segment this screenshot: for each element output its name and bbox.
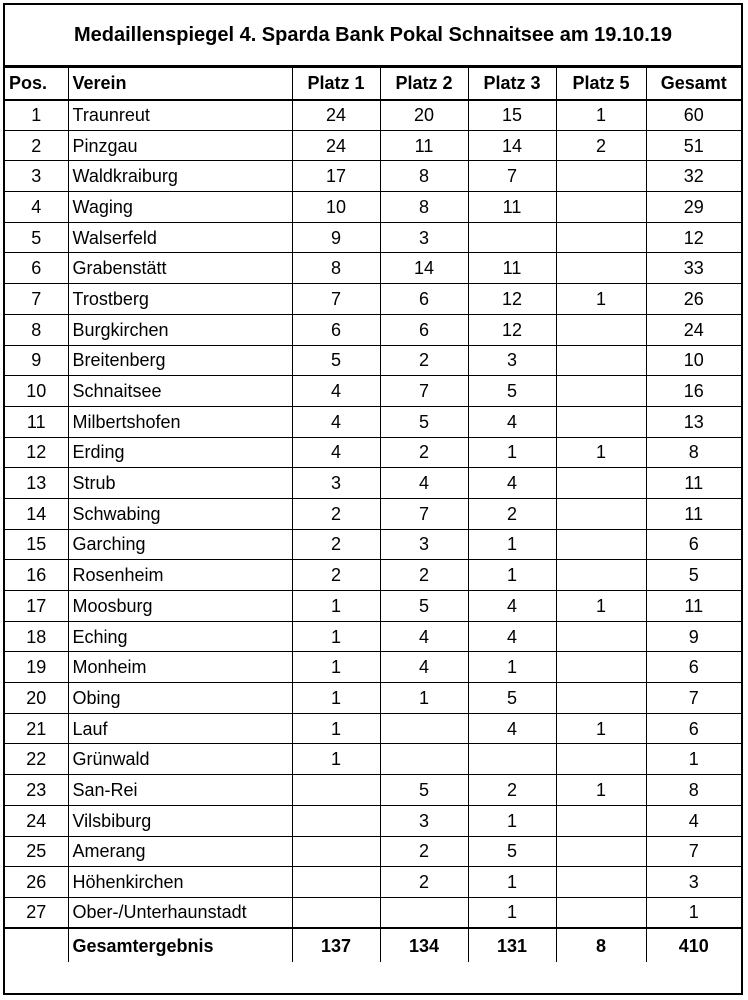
cell-platz-1: 1: [292, 591, 380, 622]
cell-platz-1: 4: [292, 437, 380, 468]
table-row: [5, 836, 741, 867]
table-row: [5, 376, 741, 407]
cell-platz-5: [556, 314, 646, 345]
cell-platz-1: 6: [292, 314, 380, 345]
cell-verein: Amerang: [68, 836, 292, 867]
cell-pos: 3: [5, 161, 68, 192]
cell-verein: Ober-/Unterhaunstadt: [68, 897, 292, 928]
cell-gesamt: 8: [646, 437, 741, 468]
cell-platz-3: 1: [468, 805, 556, 836]
cell-gesamt: 6: [646, 713, 741, 744]
cell-platz-2: 8: [380, 161, 468, 192]
cell-platz-2: [380, 713, 468, 744]
total-label: Gesamtergebnis: [68, 928, 292, 962]
cell-platz-5: [556, 498, 646, 529]
cell-gesamt: 7: [646, 836, 741, 867]
cell-platz-1: [292, 775, 380, 806]
table-row: [5, 867, 741, 898]
cell-platz-2: 6: [380, 284, 468, 315]
cell-platz-2: 8: [380, 192, 468, 223]
cell-pos: 22: [5, 744, 68, 775]
cell-platz-1: 17: [292, 161, 380, 192]
cell-platz-1: 10: [292, 192, 380, 223]
cell-platz-5: 1: [556, 284, 646, 315]
cell-platz-5: [556, 345, 646, 376]
cell-platz-2: 20: [380, 100, 468, 131]
cell-gesamt: 1: [646, 897, 741, 928]
cell-platz-2: 3: [380, 805, 468, 836]
cell-platz-5: [556, 529, 646, 560]
cell-platz-1: 1: [292, 652, 380, 683]
cell-platz-3: 1: [468, 560, 556, 591]
table-row: [5, 192, 741, 223]
cell-platz-2: 2: [380, 437, 468, 468]
cell-verein: Schwabing: [68, 498, 292, 529]
cell-platz-2: 4: [380, 652, 468, 683]
cell-pos: 24: [5, 805, 68, 836]
cell-platz-3: 11: [468, 192, 556, 223]
total-platz-1: 137: [292, 928, 380, 962]
cell-platz-1: 2: [292, 529, 380, 560]
cell-pos: 18: [5, 621, 68, 652]
cell-platz-3: 1: [468, 437, 556, 468]
cell-platz-2: 4: [380, 621, 468, 652]
cell-verein: Strub: [68, 468, 292, 499]
column-header-verein: Verein: [68, 68, 292, 100]
cell-pos: 19: [5, 652, 68, 683]
table-row: [5, 284, 741, 315]
cell-platz-3: [468, 222, 556, 253]
cell-platz-5: 2: [556, 130, 646, 161]
cell-pos: 14: [5, 498, 68, 529]
page-title: Medaillenspiegel 4. Sparda Bank Pokal Schnaitsee am 19.10.19: [5, 5, 741, 67]
table-row: [5, 437, 741, 468]
cell-platz-1: 24: [292, 130, 380, 161]
cell-gesamt: 13: [646, 406, 741, 437]
cell-platz-5: [556, 836, 646, 867]
cell-platz-1: 7: [292, 284, 380, 315]
table-row: [5, 529, 741, 560]
cell-platz-3: 11: [468, 253, 556, 284]
cell-platz-1: 4: [292, 376, 380, 407]
cell-gesamt: 9: [646, 621, 741, 652]
cell-platz-3: 3: [468, 345, 556, 376]
cell-gesamt: 29: [646, 192, 741, 223]
cell-platz-3: 2: [468, 775, 556, 806]
cell-gesamt: 4: [646, 805, 741, 836]
cell-platz-1: 2: [292, 560, 380, 591]
cell-platz-5: [556, 406, 646, 437]
cell-verein: Höhenkirchen: [68, 867, 292, 898]
cell-platz-3: 4: [468, 468, 556, 499]
cell-platz-3: 4: [468, 713, 556, 744]
cell-platz-1: [292, 805, 380, 836]
total-platz-2: 134: [380, 928, 468, 962]
total-platz-5: 8: [556, 928, 646, 962]
cell-platz-5: 1: [556, 775, 646, 806]
column-header-platz-1: Platz 1: [292, 68, 380, 100]
cell-platz-2: 5: [380, 591, 468, 622]
table-row: [5, 560, 741, 591]
total-gesamt: 410: [646, 928, 741, 962]
table-row: [5, 775, 741, 806]
cell-verein: Grünwald: [68, 744, 292, 775]
table-row: [5, 345, 741, 376]
cell-platz-5: [556, 222, 646, 253]
cell-platz-5: [556, 897, 646, 928]
cell-platz-5: [556, 867, 646, 898]
cell-verein: Walserfeld: [68, 222, 292, 253]
cell-verein: Lauf: [68, 713, 292, 744]
cell-verein: Waging: [68, 192, 292, 223]
cell-verein: Moosburg: [68, 591, 292, 622]
cell-platz-3: 5: [468, 683, 556, 714]
cell-gesamt: 51: [646, 130, 741, 161]
cell-gesamt: 11: [646, 468, 741, 499]
table-row: [5, 744, 741, 775]
cell-platz-1: [292, 897, 380, 928]
cell-platz-3: [468, 744, 556, 775]
cell-gesamt: 24: [646, 314, 741, 345]
table-row: [5, 498, 741, 529]
cell-verein: Vilsbiburg: [68, 805, 292, 836]
cell-gesamt: 10: [646, 345, 741, 376]
table-row: [5, 130, 741, 161]
table-row: [5, 652, 741, 683]
cell-platz-5: [556, 683, 646, 714]
cell-platz-2: 6: [380, 314, 468, 345]
cell-platz-2: 7: [380, 376, 468, 407]
cell-platz-2: 7: [380, 498, 468, 529]
cell-platz-1: 3: [292, 468, 380, 499]
cell-pos: 15: [5, 529, 68, 560]
cell-gesamt: 6: [646, 652, 741, 683]
cell-platz-1: 4: [292, 406, 380, 437]
cell-platz-1: 1: [292, 683, 380, 714]
cell-platz-2: 4: [380, 468, 468, 499]
cell-platz-5: [556, 253, 646, 284]
cell-pos: 16: [5, 560, 68, 591]
total-row: [5, 928, 741, 962]
cell-platz-1: [292, 867, 380, 898]
cell-platz-5: 1: [556, 437, 646, 468]
cell-platz-2: 2: [380, 345, 468, 376]
table-row: [5, 253, 741, 284]
cell-verein: Breitenberg: [68, 345, 292, 376]
cell-verein: Waldkraiburg: [68, 161, 292, 192]
cell-verein: Obing: [68, 683, 292, 714]
column-header-platz-5: Platz 5: [556, 68, 646, 100]
cell-gesamt: 26: [646, 284, 741, 315]
table-row: [5, 713, 741, 744]
cell-verein: Erding: [68, 437, 292, 468]
cell-gesamt: 1: [646, 744, 741, 775]
column-header-platz-2: Platz 2: [380, 68, 468, 100]
cell-pos: 27: [5, 897, 68, 928]
cell-verein: Schnaitsee: [68, 376, 292, 407]
cell-platz-5: 1: [556, 591, 646, 622]
cell-platz-3: 4: [468, 406, 556, 437]
cell-pos: 6: [5, 253, 68, 284]
cell-pos: 7: [5, 284, 68, 315]
cell-verein: Milbertshofen: [68, 406, 292, 437]
cell-platz-1: [292, 836, 380, 867]
cell-verein: Garching: [68, 529, 292, 560]
cell-pos: 17: [5, 591, 68, 622]
cell-platz-3: 12: [468, 314, 556, 345]
cell-platz-5: [556, 652, 646, 683]
cell-platz-2: 2: [380, 560, 468, 591]
cell-platz-5: [556, 376, 646, 407]
cell-pos: 2: [5, 130, 68, 161]
column-header-platz-3: Platz 3: [468, 68, 556, 100]
cell-verein: Traunreut: [68, 100, 292, 131]
cell-gesamt: 7: [646, 683, 741, 714]
cell-platz-1: 24: [292, 100, 380, 131]
cell-pos: 13: [5, 468, 68, 499]
cell-platz-3: 12: [468, 284, 556, 315]
cell-gesamt: 60: [646, 100, 741, 131]
cell-pos: 12: [5, 437, 68, 468]
cell-pos: 5: [5, 222, 68, 253]
table-row: [5, 468, 741, 499]
cell-platz-1: 9: [292, 222, 380, 253]
column-header-pos: Pos.: [5, 68, 68, 100]
cell-platz-2: 1: [380, 683, 468, 714]
cell-platz-3: 14: [468, 130, 556, 161]
cell-verein: San-Rei: [68, 775, 292, 806]
cell-gesamt: 6: [646, 529, 741, 560]
table-row: [5, 805, 741, 836]
total-pos: [5, 928, 68, 962]
cell-platz-2: 2: [380, 836, 468, 867]
cell-verein: Grabenstätt: [68, 253, 292, 284]
cell-platz-2: [380, 897, 468, 928]
cell-platz-3: 5: [468, 376, 556, 407]
cell-platz-1: 1: [292, 713, 380, 744]
cell-verein: Monheim: [68, 652, 292, 683]
cell-platz-5: [556, 805, 646, 836]
cell-platz-5: [556, 621, 646, 652]
table-row: [5, 100, 741, 131]
cell-platz-1: 8: [292, 253, 380, 284]
cell-verein: Burgkirchen: [68, 314, 292, 345]
cell-verein: Eching: [68, 621, 292, 652]
cell-platz-3: 1: [468, 867, 556, 898]
cell-pos: 21: [5, 713, 68, 744]
cell-pos: 20: [5, 683, 68, 714]
cell-pos: 11: [5, 406, 68, 437]
cell-gesamt: 11: [646, 498, 741, 529]
total-platz-3: 131: [468, 928, 556, 962]
cell-gesamt: 5: [646, 560, 741, 591]
cell-platz-2: 11: [380, 130, 468, 161]
table-row: [5, 314, 741, 345]
cell-pos: 4: [5, 192, 68, 223]
table-row: [5, 222, 741, 253]
cell-gesamt: 8: [646, 775, 741, 806]
cell-verein: Rosenheim: [68, 560, 292, 591]
cell-gesamt: 32: [646, 161, 741, 192]
cell-platz-3: 1: [468, 652, 556, 683]
table-row: [5, 406, 741, 437]
cell-platz-2: 3: [380, 222, 468, 253]
cell-platz-3: 2: [468, 498, 556, 529]
cell-pos: 10: [5, 376, 68, 407]
cell-pos: 26: [5, 867, 68, 898]
cell-gesamt: 33: [646, 253, 741, 284]
cell-platz-2: [380, 744, 468, 775]
cell-platz-3: 5: [468, 836, 556, 867]
table-row: [5, 897, 741, 928]
cell-pos: 9: [5, 345, 68, 376]
cell-gesamt: 16: [646, 376, 741, 407]
cell-platz-2: 14: [380, 253, 468, 284]
cell-platz-5: [556, 192, 646, 223]
cell-platz-1: 5: [292, 345, 380, 376]
cell-platz-2: 5: [380, 406, 468, 437]
cell-platz-2: 3: [380, 529, 468, 560]
medal-table-sheet: [3, 3, 743, 995]
cell-platz-1: 1: [292, 744, 380, 775]
cell-platz-2: 5: [380, 775, 468, 806]
cell-platz-5: 1: [556, 713, 646, 744]
cell-platz-2: 2: [380, 867, 468, 898]
table-row: [5, 161, 741, 192]
cell-pos: 1: [5, 100, 68, 131]
cell-platz-5: [556, 468, 646, 499]
table-row: [5, 621, 741, 652]
cell-platz-3: 1: [468, 897, 556, 928]
medal-table: [5, 67, 741, 962]
cell-platz-3: 7: [468, 161, 556, 192]
cell-platz-3: 15: [468, 100, 556, 131]
cell-platz-1: 1: [292, 621, 380, 652]
cell-gesamt: 12: [646, 222, 741, 253]
cell-platz-3: 4: [468, 621, 556, 652]
cell-platz-3: 1: [468, 529, 556, 560]
cell-gesamt: 3: [646, 867, 741, 898]
cell-verein: Trostberg: [68, 284, 292, 315]
header-row: [5, 68, 741, 100]
column-header-gesamt: Gesamt: [646, 68, 741, 100]
cell-platz-5: [556, 744, 646, 775]
cell-platz-3: 4: [468, 591, 556, 622]
cell-pos: 8: [5, 314, 68, 345]
cell-pos: 23: [5, 775, 68, 806]
cell-platz-5: 1: [556, 100, 646, 131]
table-row: [5, 683, 741, 714]
cell-platz-1: 2: [292, 498, 380, 529]
cell-pos: 25: [5, 836, 68, 867]
table-row: [5, 591, 741, 622]
cell-verein: Pinzgau: [68, 130, 292, 161]
cell-platz-5: [556, 560, 646, 591]
cell-gesamt: 11: [646, 591, 741, 622]
cell-platz-5: [556, 161, 646, 192]
